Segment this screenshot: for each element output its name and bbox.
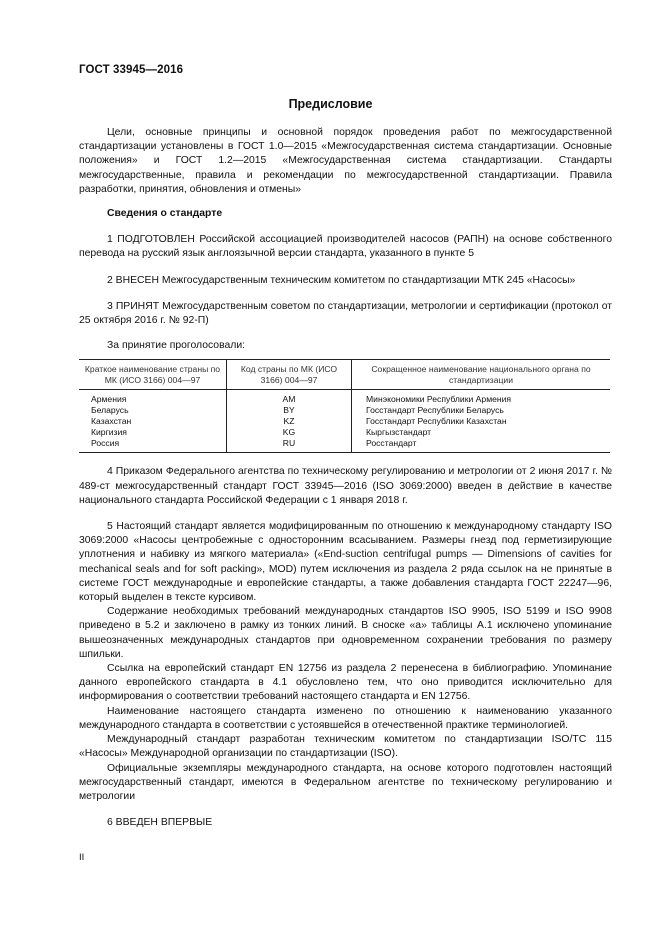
national-body: Росстандарт: [352, 438, 611, 453]
item-1-paragraph: 1 ПОДГОТОВЛЕН Российской ассоциацией производителей насосов (РАПН) на основе собственного перевода на русский язык англоязычной версии стандарта, указанного в пункте 5: [79, 234, 612, 260]
page-title: Предисловие: [288, 97, 373, 111]
country-name: Россия: [91, 438, 120, 449]
item-4-paragraph: 4 Приказом Федерального агентства по техническому регулированию и метрологии от 2 июня 2017 г. № 489-ст межгосударственный стандарт ГОСТ 33945—2016 (ISO 3069:2000) введен в действие в качестве национального стандарта Российской Федерации с 1 января 2018 г.: [79, 466, 612, 506]
item-5-paragraph: 5 Настоящий стандарт является модифицированным по отношению к международному стандарту ISO 3069:2000 «Насосы центробежные с односторонним всасыванием. Размеры гнезд под герметизирующие уплотнения и набивку из мягкого материала» («End-suction centrifugal pumps — Dimensions of cavities for mechanical seals and for soft packing», MOD) путем исключения из раздела 2 ряда ссылок на не принятые в системе ГОСТ международные и европейские стандарты, а также добавления стандарта ГОСТ 22247—96, который выделен в тексте курсивом.: [79, 521, 612, 604]
standard-code: ГОСТ 33945—2016: [79, 64, 184, 76]
national-body: Госстандарт Республики Казахстан: [352, 416, 611, 427]
national-body: Минэкономики Республики Армения: [352, 390, 611, 406]
intro-paragraph: Цели, основные принципы и основной порядок проведения работ по межгосударственной стандартизации установлены в ГОСТ 1.0—2015 «Межгосударственная система стандартизации. Основные положения» и ГОСТ 1.2—2015 «Межгосударственная система стандартизации. Стандарты межгосударственные, правила и рекомендации по межгосударственной стандартизации. Правила разработки, принятия, обновления и отмены»: [79, 127, 612, 195]
table-row: [79, 427, 610, 438]
country-code: AM: [227, 390, 352, 406]
document-body: [79, 126, 612, 830]
item-5-paragraph-e: Официальные экземпляры международного стандарта, на основе которого подготовлен настоящий межгосударственный стандарт, имеются в Федеральном агентстве по техническому регулированию и метрологии: [79, 762, 612, 802]
page-number: II: [79, 852, 85, 863]
header-country-code: Код страны по МК (ИСО 3166) 004—97: [227, 360, 352, 390]
country-code: RU: [227, 438, 352, 453]
country-code: KZ: [227, 416, 352, 427]
item-2-paragraph: 2 ВНЕСЕН Межгосударственным техническим комитетом по стандартизации МТК 245 «Насосы»: [107, 274, 576, 286]
item-6-paragraph: 6 ВВЕДЕН ВПЕРВЫЕ: [107, 817, 213, 829]
votes-table-header-row: [79, 360, 610, 390]
item-5-paragraph-a: Содержание необходимых требований международных стандартов ISO 9905, ISO 5199 и ISO 9908 приведено в 5.2 и заключено в рамку из тонких линий. В сноске «а» таблицы А.1 исключено упоминание вышеозначенных международных стандартов при одновременном сохранении требования по размеру шпильки.: [79, 606, 612, 660]
table-row: [79, 405, 610, 416]
item-5-paragraph-d: Международный стандарт разработан техническим комитетом по стандартизации ISO/TC 115 «Насосы» Международной организации по стандартизации (ISO).: [79, 734, 612, 760]
voted-label: За принятие проголосовали:: [107, 340, 246, 352]
item-3-paragraph: 3 ПРИНЯТ Межгосударственным советом по стандартизации, метрологии и сертификации (протокол от 25 октября 2016 г. № 92-П): [79, 300, 612, 327]
national-body: Кыргызстандарт: [352, 427, 611, 438]
country-name: Армения: [91, 394, 127, 405]
item-5-paragraph-b: Ссылка на европейский стандарт EN 12756 из раздела 2 перенесена в библиографию. Упоминание данного европейского стандарта в 4.1 обусловлено тем, что оно приводится исключительно для информирования о соответствии требований настоящего стандарта и EN 12756.: [79, 663, 612, 703]
country-code: KG: [227, 427, 352, 438]
header-country-name: Краткое наименование страны по МК (ИСО 3166) 004—97: [79, 360, 227, 390]
section-title: Сведения о стандарте: [107, 208, 223, 220]
table-row: [79, 438, 610, 453]
country-name: Казахстан: [91, 416, 132, 427]
national-body: Госстандарт Республики Беларусь: [352, 405, 611, 416]
header-national-body: Сокращенное наименование национального органа по стандартизации: [352, 360, 611, 390]
country-name: Беларусь: [91, 405, 129, 416]
country-name: Киргизия: [91, 427, 127, 438]
country-code: BY: [227, 405, 352, 416]
table-row: [79, 390, 610, 406]
table-row: [79, 416, 610, 427]
item-5-paragraph-c: Наименование настоящего стандарта изменено по отношению к наименованию указанного международного стандарта в соответствии с устоявшейся в отечественной практике терминологией.: [79, 705, 612, 731]
votes-table: [79, 359, 610, 453]
